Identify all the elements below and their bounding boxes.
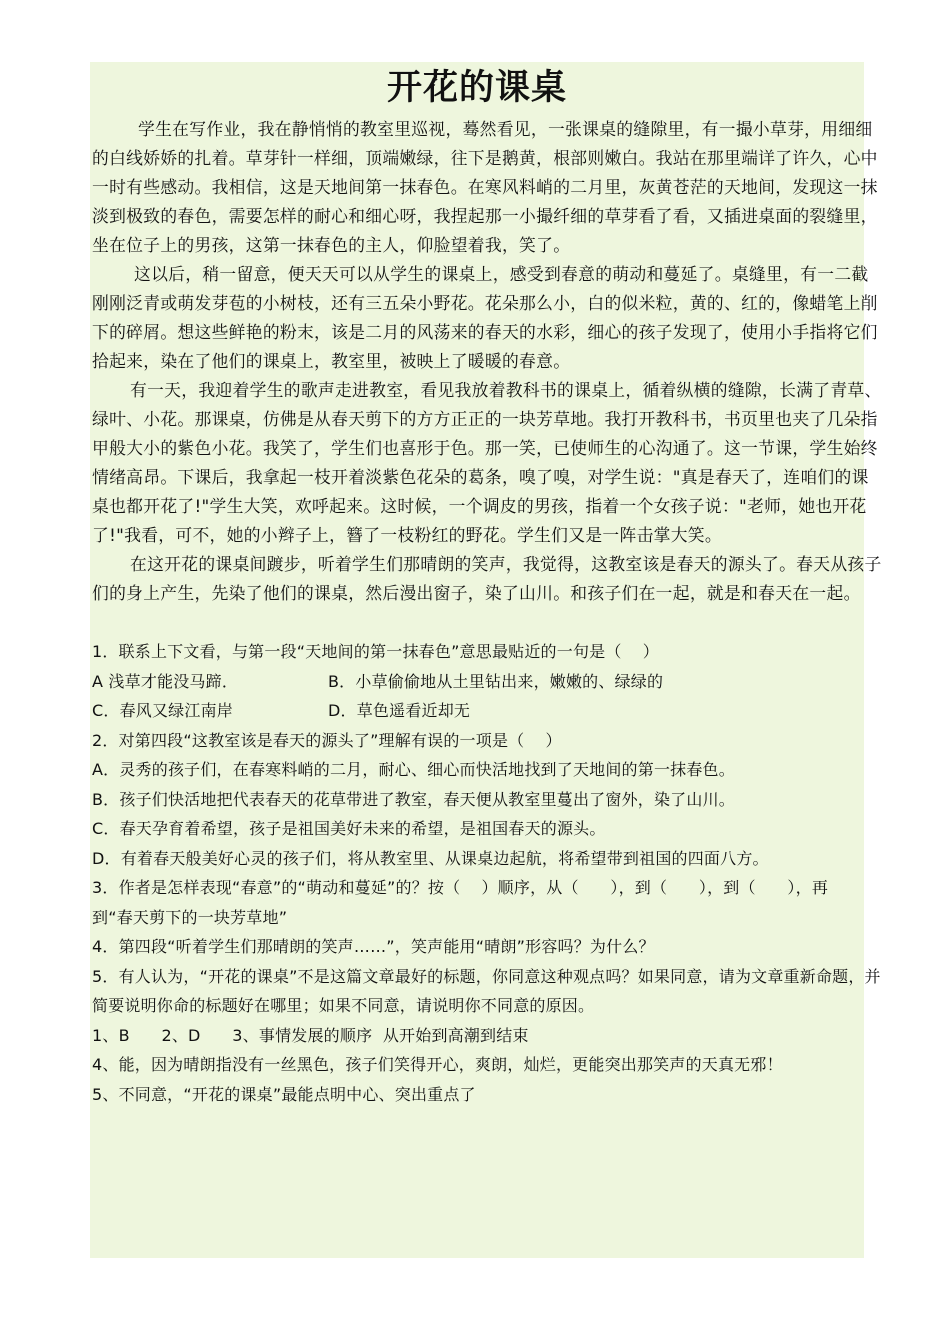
question-2-option-d: D．有着春天般美好心灵的孩子们，将从教室里、从课桌边起航，将希望带到祖国的四面八方。	[92, 848, 769, 868]
question-1-option-c: C．春风又绿江南岸	[92, 701, 233, 720]
answer-line-2: 4、能，因为晴朗指没有一丝黑色，孩子们笑得开心，爽朗，灿烂，更能突出那笑声的天真无邪！	[92, 1055, 783, 1074]
question-1-option-d: D．草色遥看近却无	[328, 701, 471, 720]
question-2-option-a: A．灵秀的孩子们，在春寒料峭的二月，耐心、细心而快活地找到了天地间的第一抹春色。	[92, 760, 735, 779]
document-title: 开花的课桌	[386, 68, 567, 108]
paragraph-2: 这以后，稍一留意，便天天可以从学生的课桌上，感受到春意的萌动和蔓延了。桌缝里，有一二截刚刚泛青或萌发芽苞的小树枝，还有三五朵小野花。花朵那么小，白的似米粒，黄的、红的，像蜡笔上削下的碎屑。想这些鲜艳的粉末，该是二月的风荡来的春天的水彩，细心的孩子发现了，使用小手指将它们拾起来，染在了他们的课桌上，教室里，被映上了暖暖的春意。	[92, 264, 878, 371]
question-1-option-a: A 浅草才能没马蹄．	[92, 671, 239, 691]
answer-line-3: 5、不同意，“开花的课桌”最能点明中心、突出重点了	[92, 1084, 476, 1104]
question-1-option-b: B．小草偷偷地从土里钻出来，嫩嫩的、绿绿的	[328, 671, 664, 691]
paragraph-3: 有一天，我迎着学生的歌声走进教室，看见我放着教科书的课桌上，循着纵横的缝隙，长满了青草、绿叶、小花。那课桌，仿佛是从春天剪下的方方正正的一块芳草地。我打开教科书，书页里也夹了几朵指甲般大小的紫色小花。我笑了，学生们也喜形于色。那一笑，已使师生的心沟通了。这一节课，学生始终情绪高昂。下课后，我拿起一枝开着淡紫色花朵的葛条，嗅了嗅，对学生说："真是春天了，连咱们的课桌也都开花了!"学生大笑，欢呼起来。这时候，一个调皮的男孩，指着一个女孩子说："老师，她也开花了!"我看，可不，她的小辫子上，簪了一枝粉红的野花。学生们又是一阵击掌大笑。	[92, 380, 882, 545]
paragraph-1: 学生在写作业，我在静悄悄的教室里巡视，蓦然看见，一张课桌的缝隙里，有一撮小草芽，用细细的白线娇娇的扎着。草芽针一样细，顶端嫩绿，往下是鹅黄，根部则嫩白。我站在那里端详了许久，心中一时有些感动。我相信，这是天地间第一抹春色。在寒风料峭的二月里，灰黄苍茫的天地间，发现这一抹淡到极致的春色，需要怎样的耐心和细心呀，我捏起那一小撮纤细的草芽看了看，又插进桌面的裂缝里，坐在位子上的男孩，这第一抹春色的主人，仰脸望着我，笑了。	[92, 119, 878, 255]
question-5: 5．有人认为，“开花的课桌”不是这篇文章最好的标题，你同意这种观点吗？如果同意，请为文章重新命题，并简要说明你命的标题好在哪里；如果不同意，请说明你不同意的原因。	[92, 966, 881, 1015]
answer-line-1: 1、B 2、D 3、事情发展的顺序 从开始到高潮到结束	[92, 1025, 529, 1045]
question-3: 3．作者是怎样表现“春意”的“萌动和蔓延”的？按（ ）顺序，从（ ），到（ ），到（ ），再到“春天剪下的一块芳草地”	[92, 878, 829, 927]
question-1-stem: 1．联系上下文看，与第一段“天地间的第一抹春色”意思最贴近的一句是（ ）	[92, 642, 659, 661]
paragraph-4: 在这开花的课桌间踱步，听着学生们那晴朗的笑声，我觉得，这教室该是春天的源头了。春天从孩子们的身上产生，先染了他们的课桌，然后漫出窗子，染了山川。和孩子们在一起，就是和春天在一起。	[92, 554, 882, 603]
question-1-options-row-1	[92, 667, 882, 697]
question-2-option-b: B．孩子们快活地把代表春天的花草带进了教室，春天便从教室里蔓出了窗外，染了山川。	[92, 789, 735, 809]
question-1-options-row-2	[92, 696, 882, 726]
question-2-option-c: C．春天孕育着希望，孩子是祖国美好未来的希望，是祖国春天的源头。	[92, 819, 606, 838]
section-spacer	[92, 608, 882, 637]
question-4: 4．第四段“听着学生们那晴朗的笑声……”，笑声能用“晴朗”形容吗？为什么？	[92, 937, 655, 956]
document-body	[92, 115, 882, 1109]
question-2-stem: 2．对第四段“这教室该是春天的源头了”理解有误的一项是（ ）	[92, 730, 562, 750]
